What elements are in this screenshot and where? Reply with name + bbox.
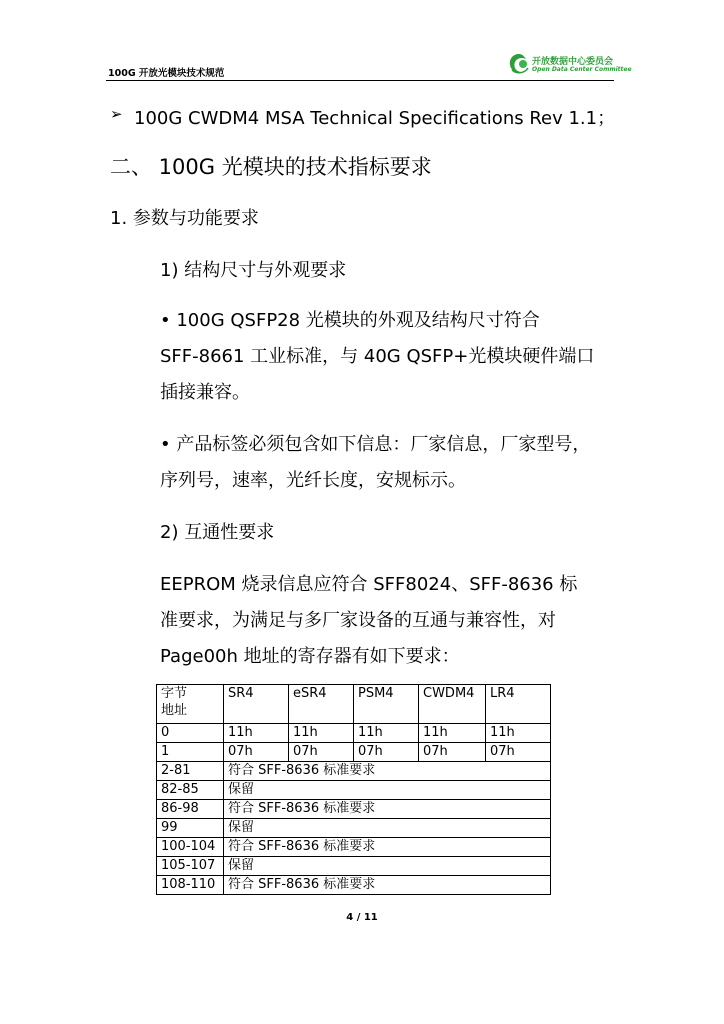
section-heading: 二、 100G 光模块的技术指标要求 [110,155,432,179]
odcc-logo [508,52,632,78]
header-label-line: 地址 [161,703,188,718]
column-header: PSM4 [354,685,419,724]
paragraph-line: • 100G QSFP28 光模块的外观及结构尺寸符合 [160,310,540,331]
paragraph-line: 插接兼容。 [160,382,250,403]
logo-english-name: Open Data Center Committee [532,66,632,73]
table-header-row [157,685,551,724]
paragraph-line: SFF-8661 工业标准，与 40G QSFP+光模块硬件端口 [160,346,595,367]
value-cell: 07h [486,743,551,762]
table-row [157,781,551,800]
paragraph-line: • 产品标签必须包含如下信息：厂家信息，厂家型号， [160,434,591,455]
table-row [157,762,551,781]
document-header-title: 100G 开放光模块技术规范 [108,68,225,79]
address-cell: 86-98 [157,800,224,819]
column-header: CWDM4 [419,685,486,724]
address-cell: 99 [157,819,224,838]
merged-requirement-cell: 符合 SFF-8636 标准要求 [224,876,551,895]
header-rule [106,80,614,81]
item-heading-structure: 1) 结构尺寸与外观要求 [160,260,347,281]
merged-requirement-cell: 符合 SFF-8636 标准要求 [224,838,551,857]
item-heading-interop: 2) 互通性要求 [160,522,275,543]
merged-requirement-cell: 保留 [224,781,551,800]
value-cell: 11h [354,724,419,743]
value-cell: 11h [289,724,354,743]
reference-line: 100G CWDM4 MSA Technical Specifications Rev 1.1； [134,108,616,129]
eeprom-register-table [156,684,551,895]
value-cell: 07h [224,743,289,762]
value-cell: 07h [419,743,486,762]
page-number: 4 / 11 [346,912,378,923]
merged-requirement-cell: 保留 [224,819,551,838]
address-cell: 100-104 [157,838,224,857]
address-cell: 2-81 [157,762,224,781]
address-cell: 108-110 [157,876,224,895]
value-cell: 11h [419,724,486,743]
merged-requirement-cell: 保留 [224,857,551,876]
address-cell: 0 [157,724,224,743]
address-cell: 105-107 [157,857,224,876]
table-header-cell [157,685,224,724]
address-cell: 82-85 [157,781,224,800]
value-cell: 11h [224,724,289,743]
header-label-line: 字节 [161,686,188,701]
table-row [157,819,551,838]
paragraph-line: 序列号，速率，光纤长度，安规标示。 [160,470,466,491]
column-header: LR4 [486,685,551,724]
column-header: eSR4 [289,685,354,724]
merged-requirement-cell: 符合 SFF-8636 标准要求 [224,800,551,819]
table-row [157,838,551,857]
odcc-logo-icon [508,52,530,76]
table-row [157,857,551,876]
merged-requirement-cell: 符合 SFF-8636 标准要求 [224,762,551,781]
value-cell: 07h [289,743,354,762]
table-row [157,800,551,819]
paragraph-line: Page00h 地址的寄存器有如下要求： [160,646,460,667]
logo-chinese-name: 开放数据中心委员会 [532,57,614,67]
column-header: SR4 [224,685,289,724]
table-row [157,724,551,743]
paragraph-line: 准要求，为满足与多厂家设备的互通与兼容性，对 [160,610,556,631]
subsection-heading: 1. 参数与功能要求 [110,208,259,229]
value-cell: 11h [486,724,551,743]
table-row [157,743,551,762]
address-cell: 1 [157,743,224,762]
table-row [157,876,551,895]
value-cell: 07h [354,743,419,762]
arrow-bullet-icon: ➢ [110,105,123,123]
paragraph-line: EEPROM 烧录信息应符合 SFF8024、SFF-8636 标 [160,574,578,595]
